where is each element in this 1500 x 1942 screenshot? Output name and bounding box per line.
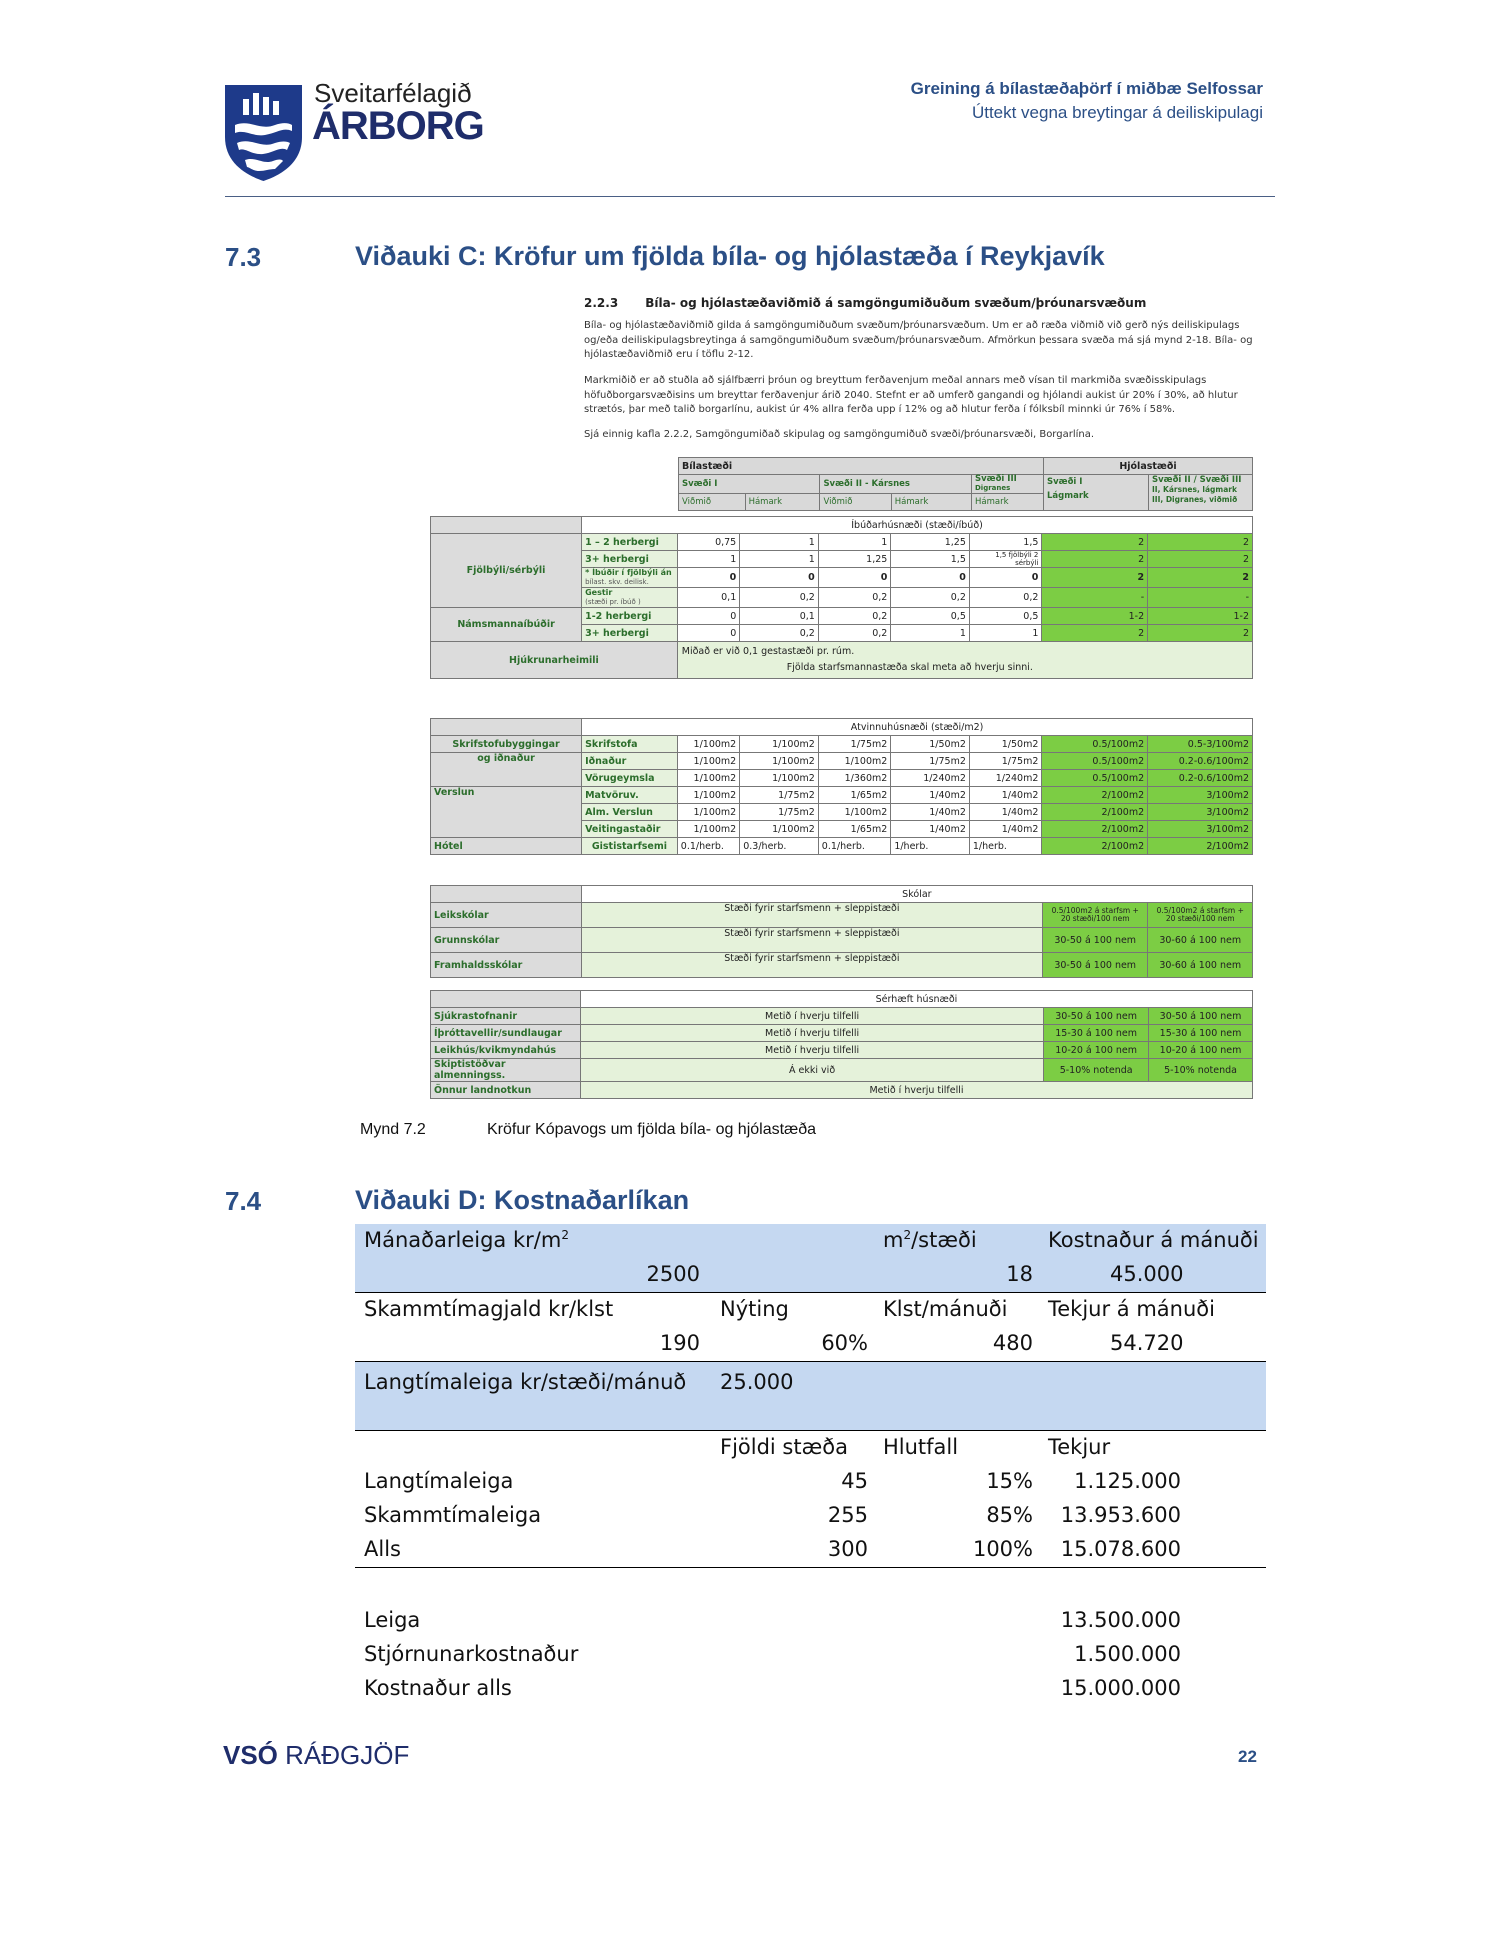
lease-label: Leiga — [364, 1608, 421, 1632]
cell: 1/240m2 — [891, 770, 970, 787]
cell: 0,2 — [818, 608, 891, 625]
admin-cost-value: 1.500.000 — [1074, 1642, 1181, 1666]
utilization-label: Nýting — [720, 1297, 789, 1321]
cost-row-total — [355, 1672, 1266, 1706]
cell: 2 — [1042, 534, 1148, 551]
total-cost-value: 15.000.000 — [1060, 1676, 1181, 1700]
cost-row-short-values — [355, 1327, 1266, 1362]
row-label: 3+ herbergi — [582, 625, 678, 642]
cost-row-rent-values — [355, 1258, 1266, 1293]
table-row — [431, 1042, 1253, 1059]
table-row — [431, 753, 1253, 770]
short-term-value: 190 — [659, 1331, 700, 1355]
cost-row-rent-header — [355, 1224, 1266, 1258]
cell: 1/100m2 — [740, 736, 819, 753]
row-sublabel: (stæði pr. íbúð ) — [585, 598, 641, 606]
cell: 1/100m2 — [677, 753, 739, 770]
special-buildings-table — [430, 990, 1253, 1099]
cell: 0.1/herb. — [677, 838, 739, 855]
group-label: Skrifstofubyggingar — [431, 736, 582, 753]
cost-row-admin — [355, 1638, 1266, 1672]
cell: 1,5 — [891, 551, 970, 568]
group-namsmannaibudir: Námsmannaíbúðir — [431, 608, 582, 642]
share-header: Hlutfall — [883, 1435, 959, 1459]
table-row — [431, 1008, 1253, 1025]
hours-value: 480 — [992, 1331, 1033, 1355]
cell: 0 — [677, 568, 739, 588]
row-label: * Íbúðir í fjölbýli án — [585, 568, 672, 577]
cell: 1/40m2 — [969, 787, 1042, 804]
page-number: 22 — [1238, 1747, 1257, 1766]
table-row — [431, 787, 1253, 804]
figure-paragraph-2: Markmiðið er að stuðla að sjálfbærri þróun og breyttum ferðavenjum meðal annars með vísan til markmiða svæðisskipulags höfuðborgarsvæðisins um breyttar ferðavenjur árið 2040. Stefnt er að umferð gangandi og hjólandi aukist úr 20% í 30%, að hlutur strætós, þar með talið borgarlínu, aukist úr 4% allra ferða upp í 12% og að hlutur ferða í fólksbíl minnki úr 76% í 58%. — [584, 375, 1238, 415]
cell: 1/100m2 — [677, 736, 739, 753]
cell: 0 — [740, 568, 819, 588]
residential-table-title: Íbúðarhúsnæði (stæði/íbúð) — [582, 517, 1253, 534]
income-header: Tekjur — [1048, 1435, 1111, 1459]
cell: 0.5/100m2 á starfsm + 20 stæði/100 nem — [1148, 903, 1253, 928]
table-row — [431, 953, 1253, 978]
cell: 0 — [891, 568, 970, 588]
cell: 1,5 — [969, 534, 1042, 551]
cell: 0,2 — [818, 588, 891, 608]
cell: 2/100m2 — [1042, 804, 1148, 821]
row-label: Sjúkrastofnanir — [431, 1008, 581, 1025]
count-header: Fjöldi stæða — [720, 1435, 848, 1459]
cell: Stæði fyrir starfsmenn + sleppistæði — [581, 928, 1042, 953]
cell: 3/100m2 — [1148, 804, 1253, 821]
arborg-shield-logo — [225, 85, 302, 181]
col-head-hjol-svaedi-2-3 — [1149, 475, 1253, 511]
monthly-income-value: 54.720 — [1110, 1331, 1184, 1355]
vso-logo-rest: RÁÐGJÖF — [277, 1740, 410, 1770]
cell: 1/65m2 — [818, 787, 891, 804]
table-row — [355, 1533, 1266, 1568]
table-row — [355, 1465, 1266, 1499]
cell: 1/100m2 — [740, 770, 819, 787]
cell: Metið í hverju tilfelli — [580, 1082, 1252, 1099]
group-fjolbyli: Fjölbýli/sérbýli — [431, 534, 582, 608]
cell: 2/100m2 — [1148, 838, 1253, 855]
cell: 2 — [1042, 625, 1148, 642]
cell: 2/100m2 — [1042, 821, 1148, 838]
cell: 1/360m2 — [818, 770, 891, 787]
cell: 30-60 á 100 nem — [1148, 953, 1253, 978]
cell: Metið í hverju tilfelli — [580, 1008, 1043, 1025]
row-label: Langtímaleiga — [364, 1469, 514, 1493]
cell: 10-20 á 100 nem — [1149, 1042, 1253, 1059]
cell: 1,25 — [891, 534, 970, 551]
long-term-label: Langtímaleiga kr/stæði/mánuð — [364, 1370, 687, 1394]
cell: 1 — [818, 534, 891, 551]
col-head-hjolastaedi: Hjólastæði — [1044, 458, 1253, 475]
row-label: 1 – 2 herbergi — [582, 534, 678, 551]
cell: 30-50 á 100 nem — [1042, 928, 1148, 953]
cell: 0.5/100m2 á starfsm + 20 stæði/100 nem — [1042, 903, 1148, 928]
cell: 2 — [1042, 551, 1148, 568]
table-row — [355, 1499, 1266, 1533]
row-label: Veitingastaðir — [582, 821, 678, 838]
table-row — [431, 838, 1253, 855]
cell: 1/40m2 — [891, 804, 970, 821]
logo-text-small: Sveitarfélagið — [314, 78, 472, 108]
table-row — [431, 1059, 1253, 1082]
cell: 0,2 — [818, 625, 891, 642]
income-value: 1.125.000 — [1074, 1469, 1181, 1493]
cell: 2/100m2 — [1042, 787, 1148, 804]
cell: 15-30 á 100 nem — [1044, 1025, 1149, 1042]
row-label: Grunnskólar — [431, 928, 582, 953]
cost-row-short-header — [355, 1293, 1266, 1327]
row-label: Skiptistöðvar almenningss. — [431, 1059, 581, 1082]
cell: 0.3/herb. — [740, 838, 819, 855]
group-label: Verslun — [431, 787, 582, 838]
cell: 30-50 á 100 nem — [1042, 953, 1148, 978]
cell: 3/100m2 — [1148, 787, 1253, 804]
figure-column-header-table — [678, 457, 1253, 511]
figure-caption-label: Mynd 7.2 — [360, 1121, 426, 1138]
col-head-svaedi-1: Svæði I — [679, 475, 820, 494]
cell: 2 — [1148, 568, 1253, 588]
row-label: Alm. Verslun — [582, 804, 678, 821]
rent-label — [364, 1228, 569, 1252]
col-head-hjol-svaedi-2-3-karsnes: II, Kársnes, lágmark — [1152, 485, 1237, 494]
col-head-s1-hamark: Hámark — [745, 494, 820, 511]
cell: 0 — [818, 568, 891, 588]
cell: 0,2 — [740, 625, 819, 642]
cell: 0.5/100m2 — [1042, 736, 1148, 753]
commercial-table — [430, 718, 1253, 855]
cell: 0,2 — [740, 588, 819, 608]
cell: 15-30 á 100 nem — [1149, 1025, 1253, 1042]
logo-text-big: ÁRBORG — [312, 104, 484, 148]
cell: 0 — [677, 608, 739, 625]
cell: 0.1/herb. — [818, 838, 891, 855]
section-c-number: 7.3 — [225, 242, 262, 272]
vso-logo — [223, 1740, 409, 1771]
cell: 1/100m2 — [677, 770, 739, 787]
table-row — [431, 928, 1253, 953]
monthly-income-label: Tekjur á mánuði — [1048, 1297, 1215, 1321]
table-row — [431, 534, 1253, 551]
cell: - — [1148, 588, 1253, 608]
cell: 1,5 fjölbýli 2 sérbýli — [969, 551, 1042, 568]
monthly-cost-label: Kostnaður á mánuði — [1048, 1228, 1259, 1252]
count-value: 300 — [827, 1537, 868, 1561]
col-head-svaedi-3-label: Svæði III — [975, 474, 1017, 484]
col-head-hjol-svaedi-1-label: Svæði I — [1047, 477, 1083, 487]
cell: 0,2 — [891, 588, 970, 608]
cost-model — [355, 1224, 1266, 1706]
vso-logo-bold: VSÓ — [223, 1740, 278, 1770]
cell: 1/40m2 — [891, 787, 970, 804]
count-value: 45 — [841, 1469, 868, 1493]
cell: 1-2 — [1042, 608, 1148, 625]
row-label: Framhaldsskólar — [431, 953, 582, 978]
utilization-value: 60% — [821, 1331, 868, 1355]
col-head-svaedi-2: Svæði II - Kársnes — [820, 475, 972, 494]
cell: Á ekki við — [580, 1059, 1043, 1082]
cell: 30-50 á 100 nem — [1149, 1008, 1253, 1025]
section-d-number: 7.4 — [225, 1186, 262, 1216]
schools-table-title: Skólar — [581, 886, 1252, 903]
row-label: Gististarfsemi — [582, 838, 678, 855]
cell: 1 — [740, 534, 819, 551]
cell: Stæði fyrir starfsmenn + sleppistæði — [581, 953, 1042, 978]
cell: 1 — [891, 625, 970, 642]
cell: 1/100m2 — [818, 804, 891, 821]
row-label: Matvöruv. — [582, 787, 678, 804]
row-label: Leikskólar — [431, 903, 582, 928]
rent-label-text: Mánaðarleiga kr/m — [364, 1228, 562, 1252]
cell: 1/75m2 — [891, 753, 970, 770]
cell: 0.5/100m2 — [1042, 753, 1148, 770]
lease-value: 13.500.000 — [1060, 1608, 1181, 1632]
monthly-cost-value: 45.000 — [1110, 1262, 1184, 1286]
col-head-bilastaedi: Bílastæði — [679, 458, 1044, 475]
col-head-s2-hamark: Hámark — [891, 494, 971, 511]
cell: 1/75m2 — [969, 753, 1042, 770]
table-row — [431, 608, 1253, 625]
cell: 1/herb. — [969, 838, 1042, 855]
row-label: Önnur landnotkun — [431, 1082, 581, 1099]
figure-heading-number: 2.2.3 — [584, 296, 619, 310]
cell: 2/100m2 — [1042, 838, 1148, 855]
header-divider — [225, 196, 1275, 197]
row-label-compound — [582, 588, 678, 608]
cell: 1/50m2 — [891, 736, 970, 753]
row-label-compound — [582, 568, 678, 588]
share-value: 85% — [986, 1503, 1033, 1527]
m2-label-rest: /stæði — [911, 1228, 977, 1252]
long-term-value: 25.000 — [720, 1370, 794, 1394]
cell: 1/100m2 — [677, 787, 739, 804]
hours-label: Klst/mánuði — [883, 1297, 1008, 1321]
group-label: og iðnaður — [431, 753, 582, 787]
cell: 1/100m2 — [818, 753, 891, 770]
cell: 0.2-0.6/100m2 — [1148, 770, 1253, 787]
cost-row-long-term — [355, 1362, 1266, 1431]
cell: 2 — [1148, 625, 1253, 642]
table-row — [431, 642, 1253, 679]
cell: 1/40m2 — [891, 821, 970, 838]
cost-row-columns — [355, 1431, 1266, 1465]
document-title: Greining á bílastæðaþörf í miðbæ Selfossar — [910, 79, 1263, 98]
cost-row-lease — [355, 1604, 1266, 1638]
residential-table — [430, 516, 1253, 679]
m2-label-m: m — [883, 1228, 904, 1252]
rent-label-sup: 2 — [561, 1228, 569, 1242]
cell: 5-10% notenda — [1044, 1059, 1149, 1082]
cell: 1/100m2 — [677, 804, 739, 821]
document-subtitle: Úttekt vegna breytingar á deiliskipulagi — [971, 103, 1263, 122]
cell: 0,75 — [677, 534, 739, 551]
cell: 2 — [1148, 534, 1253, 551]
cell: 0,1 — [740, 608, 819, 625]
cell: 0 — [969, 568, 1042, 588]
cell: 1 — [677, 551, 739, 568]
row-label: Vörugeymsla — [582, 770, 678, 787]
cell: - — [1042, 588, 1148, 608]
cell: 1/100m2 — [740, 821, 819, 838]
income-value: 15.078.600 — [1060, 1537, 1181, 1561]
figure-caption-text: Kröfur Kópavogs um fjölda bíla- og hjólastæða — [487, 1121, 817, 1138]
cell: 1/75m2 — [740, 787, 819, 804]
figure-heading — [584, 292, 1146, 311]
cell: 1/240m2 — [969, 770, 1042, 787]
group-hjukrunarheimili: Hjúkrunarheimili — [431, 642, 678, 679]
row-label: 1-2 herbergi — [582, 608, 678, 625]
cell: 1/50m2 — [969, 736, 1042, 753]
commercial-table-title: Atvinnuhúsnæði (stæði/m2) — [582, 719, 1253, 736]
cell: 1 — [740, 551, 819, 568]
cell: Metið í hverju tilfelli — [580, 1025, 1043, 1042]
cell: 0,1 — [677, 588, 739, 608]
cell: 2 — [1042, 568, 1148, 588]
table-row — [431, 736, 1253, 753]
cell: 1/100m2 — [677, 821, 739, 838]
col-head-hjol-svaedi-1 — [1044, 475, 1149, 511]
col-head-s2-vidmid: Viðmið — [820, 494, 891, 511]
row-label: Skammtímaleiga — [364, 1503, 542, 1527]
row-label: Leikhús/kvikmyndahús — [431, 1042, 581, 1059]
income-value: 13.953.600 — [1060, 1503, 1181, 1527]
short-term-label: Skammtímagjald kr/klst — [364, 1297, 614, 1321]
cell: 1,25 — [818, 551, 891, 568]
cell: 1/65m2 — [818, 821, 891, 838]
row-label: Íþróttavellir/sundlaugar — [431, 1025, 581, 1042]
cell: 30-50 á 100 nem — [1044, 1008, 1149, 1025]
table-row — [431, 903, 1253, 928]
col-head-svaedi-3 — [972, 475, 1044, 494]
cell: 1-2 — [1148, 608, 1253, 625]
row-label: 3+ herbergi — [582, 551, 678, 568]
count-value: 255 — [827, 1503, 868, 1527]
share-value: 15% — [986, 1469, 1033, 1493]
cell: 10-20 á 100 nem — [1044, 1042, 1149, 1059]
table-row — [431, 1025, 1253, 1042]
cell: 1 — [969, 625, 1042, 642]
note-starfsmenn: Fjölda starfsmannastæða skal meta að hverju sinni. — [786, 662, 1033, 673]
row-label: Iðnaður — [582, 753, 678, 770]
rent-value: 2500 — [646, 1262, 700, 1286]
cell: 1/75m2 — [818, 736, 891, 753]
hjukrunarheimili-notes — [677, 642, 1252, 679]
cell: 30-60 á 100 nem — [1148, 928, 1253, 953]
col-head-s1-vidmid: Viðmið — [679, 494, 746, 511]
cell: 0,5 — [969, 608, 1042, 625]
schools-table — [430, 885, 1253, 978]
cell: 0,2 — [969, 588, 1042, 608]
admin-cost-label: Stjórnunarkostnaður — [364, 1642, 579, 1666]
note-gestastaedi: Miðað er við 0,1 gestastæði pr. rúm. — [681, 646, 855, 657]
col-head-hjol-svaedi-2-3-digranes: III, Digranes, viðmið — [1152, 495, 1238, 504]
m2-value: 18 — [1006, 1262, 1033, 1286]
figure-heading-text: Bíla- og hjólastæðaviðmið á samgöngumiðuðum svæðum/þróunarsvæðum — [645, 296, 1147, 310]
cell: 0.5-3/100m2 — [1148, 736, 1253, 753]
share-value: 100% — [972, 1537, 1033, 1561]
figure-paragraph-3: Sjá einnig kafla 2.2.2, Samgöngumiðað skipulag og samgöngumiðuð svæði/þróunarsvæði, Borgarlína. — [584, 429, 1095, 440]
section-c-title: Viðauki C: Kröfur um fjölda bíla- og hjólastæða í Reykjavík — [355, 241, 1105, 271]
col-head-hjol-svaedi-2-3-label: Svæði II / Svæði III — [1152, 475, 1242, 485]
row-label: Skrifstofa — [582, 736, 678, 753]
cell: 1/40m2 — [969, 804, 1042, 821]
col-head-hjol-svaedi-1-lagmark: Lágmark — [1047, 491, 1089, 501]
cell: 2 — [1148, 551, 1253, 568]
special-table-title: Sérhæft húsnæði — [580, 991, 1252, 1008]
cell: 5-10% notenda — [1149, 1059, 1253, 1082]
cell: 0.5/100m2 — [1042, 770, 1148, 787]
section-d-title: Viðauki D: Kostnaðarlíkan — [355, 1185, 690, 1215]
cell: 1/75m2 — [740, 804, 819, 821]
cell: 1/40m2 — [969, 821, 1042, 838]
table-row — [431, 1082, 1253, 1099]
cell: 0,5 — [891, 608, 970, 625]
cell: Metið í hverju tilfelli — [580, 1042, 1043, 1059]
group-label: Hótel — [431, 838, 582, 855]
m2-label-sup: 2 — [903, 1228, 912, 1242]
cell: 3/100m2 — [1148, 821, 1253, 838]
total-cost-label: Kostnaður alls — [364, 1676, 512, 1700]
cell: Stæði fyrir starfsmenn + sleppistæði — [581, 903, 1042, 928]
col-head-s3-hamark: Hámark — [972, 494, 1044, 511]
cell: 0.2-0.6/100m2 — [1148, 753, 1253, 770]
row-sublabel: bílast. skv. deilisk. — [585, 578, 649, 586]
cell: 1/100m2 — [740, 753, 819, 770]
figure-paragraph-1: Bíla- og hjólastæðaviðmið gilda á samgöngumiðuðum svæðum/þróunarsvæðum. Um er að ræða viðmið við gerð nýs deiliskipulags og/eða deiliskipulagsbreytinga á samgöngumiðuðum svæðum/þróunarsvæðum. Afmörkun þessara svæða má sjá mynd 2-18. Bíla- og hjólastæðaviðmið eru í töflu 2-12. — [584, 320, 1253, 360]
row-label: Gestir — [585, 588, 613, 597]
cell: 0 — [677, 625, 739, 642]
m2-label — [883, 1228, 977, 1252]
cell: 1/herb. — [891, 838, 970, 855]
col-head-svaedi-3-digranes: Digranes — [975, 484, 1011, 492]
row-label: Alls — [364, 1537, 401, 1561]
